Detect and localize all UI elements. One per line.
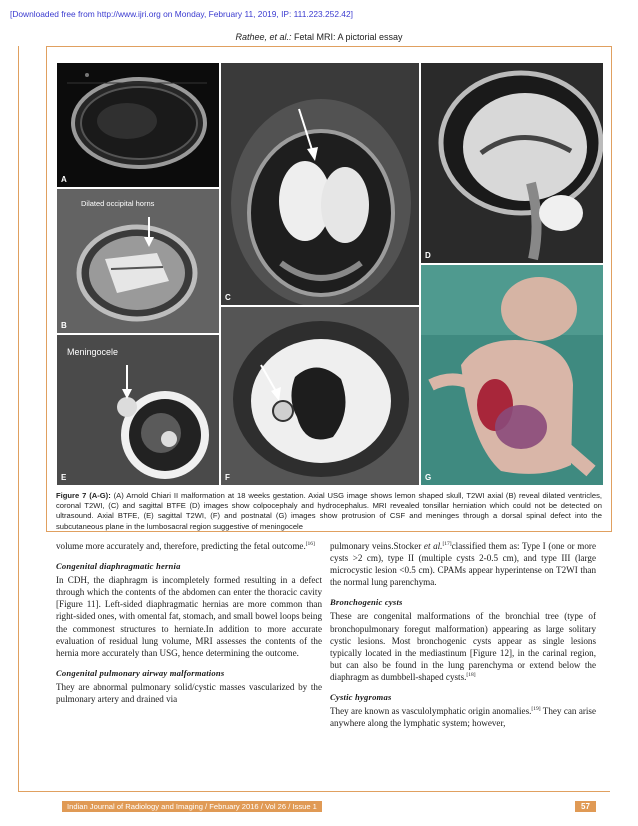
etal-text: et al. [423, 541, 443, 551]
figure-caption [56, 491, 602, 532]
mri-sagittal-t2-image [221, 307, 419, 485]
paragraph-text: pulmonary veins.Stocker [330, 541, 424, 551]
section-heading: Bronchogenic cysts [330, 597, 403, 608]
mri-axial-image [57, 189, 219, 333]
running-head [0, 32, 638, 42]
panel-label-d: D [425, 251, 431, 260]
citation[interactable]: [17] [442, 540, 452, 547]
panel-label-b: B [61, 321, 67, 330]
caption-text: (A) Arnold Chiari II malformation at 18 weeks gestation. Axial USG image shows lemon shaped skull, T2WI axial (B) reveal dilated ventricles, coronal T2WI, (C) and sagittal BTFE (D) images show colpocephaly and hydrocephalus. MRI revealed tonsillar herniation which could not be detected on ultrasound. Axial BTFE, (E) sagittal T2WI, (F) and postnatal (G) images show protrusion of CSF and meninges through a dorsal spinal defect into the subcutaneous plane in the lumbosacral region suggestive of meningocele [56, 491, 602, 531]
caption-label: Figure 7 (A-G): [56, 491, 111, 500]
citation[interactable]: [19] [531, 706, 541, 713]
citation[interactable]: [16] [305, 540, 315, 547]
paragraph-text: They are known as vasculolymphatic origin anomalies. [330, 706, 532, 717]
right-column [330, 540, 596, 736]
paragraph [330, 705, 596, 729]
annotation-meningocele: Meningocele [67, 347, 119, 357]
left-column [56, 540, 322, 712]
running-head-authors: Rathee, et al.: [235, 32, 292, 42]
figure-frame [46, 46, 612, 532]
panel-label-e: E [61, 473, 67, 482]
paragraph-text: volume more accurately and, therefore, predicting the fetal outcome. [56, 541, 306, 551]
running-head-title: Fetal MRI: A pictorial essay [291, 32, 403, 42]
paragraph-text: These are congenital malformations of the bronchial tree (type of bronchopulmonary foregut malformation) appearing as large solitary cystic lesions. Most bronchogenic cysts appear as single lesions typically located in the mediastinum [Figure 12], in the carinal region, but can also be found in the lung parenchyma or extend below the diaphragm as dumbbell-shaped cysts. [330, 611, 596, 682]
panel-label-g: G [425, 473, 432, 482]
section-heading: Congenital diaphragmatic hernia [56, 561, 181, 572]
mri-coronal-image [221, 63, 419, 305]
paragraph: They are abnormal pulmonary solid/cystic masses vascularized by the pulmonary artery and drained via [56, 681, 322, 705]
paragraph-text: classified them as: Type I (one or more cysts >2 cm), type II (multiple cysts 2-0.5 cm), and type III (large microcystic lesion <0.5 cm). CPAMs appear hyperintense on T2WI than the normal lung parenchyma. [330, 541, 596, 588]
download-notice[interactable]: [Downloaded free from http://www.ijri.org on Monday, February 11, 2019, IP: 111.223.252.42] [10, 9, 353, 19]
section-heading: Cystic hygromas [330, 692, 392, 703]
paragraph-text: They can arise anywhere along the lymphatic system; however, [330, 706, 597, 729]
figure-panel-e [57, 335, 219, 485]
mri-sagittal-btfe-image [421, 63, 603, 263]
citation[interactable]: [18] [466, 671, 476, 678]
figure-panel-f [221, 307, 419, 485]
page-margin-rule [18, 46, 19, 791]
paragraph: In CDH, the diaphragm is incompletely formed resulting in a defect through which the contents of the abdomen can enter the thoracic cavity [Figure 11]. Left-sided diaphragmatic hernias are more common than right-sided ones, with omental fat, stomach, and small bowel loops being the commonest structures to herniate.In addition to more accurate evaluation of residual lung volume, MRI assesses the contents of the hernia more accurately than USG, hence determining the outcome. [56, 575, 322, 658]
panel-label-c: C [225, 293, 231, 302]
figure-panel-g [421, 265, 603, 485]
figure-panel-c [221, 63, 419, 305]
page-number: 57 [575, 801, 596, 812]
figure-panel-b [57, 189, 219, 333]
figure-panel-a [57, 63, 219, 187]
section-heading: Congenital pulmonary airway malformations [56, 667, 225, 678]
panel-label-f: F [225, 473, 230, 482]
paragraph [56, 540, 322, 552]
footer-journal: Indian Journal of Radiology and Imaging / February 2016 / Vol 26 / Issue 1 [62, 801, 322, 812]
panel-label-a: A [61, 175, 67, 184]
paragraph [330, 540, 596, 588]
paragraph [330, 610, 596, 683]
annotation-dilated-horns: Dilated occipital horns [81, 199, 155, 208]
postnatal-photo [421, 265, 603, 485]
figure-panel-d [421, 63, 603, 263]
mri-axial-btfe-image [57, 335, 219, 485]
footer-rule [18, 791, 610, 792]
ultrasound-image [57, 63, 219, 187]
